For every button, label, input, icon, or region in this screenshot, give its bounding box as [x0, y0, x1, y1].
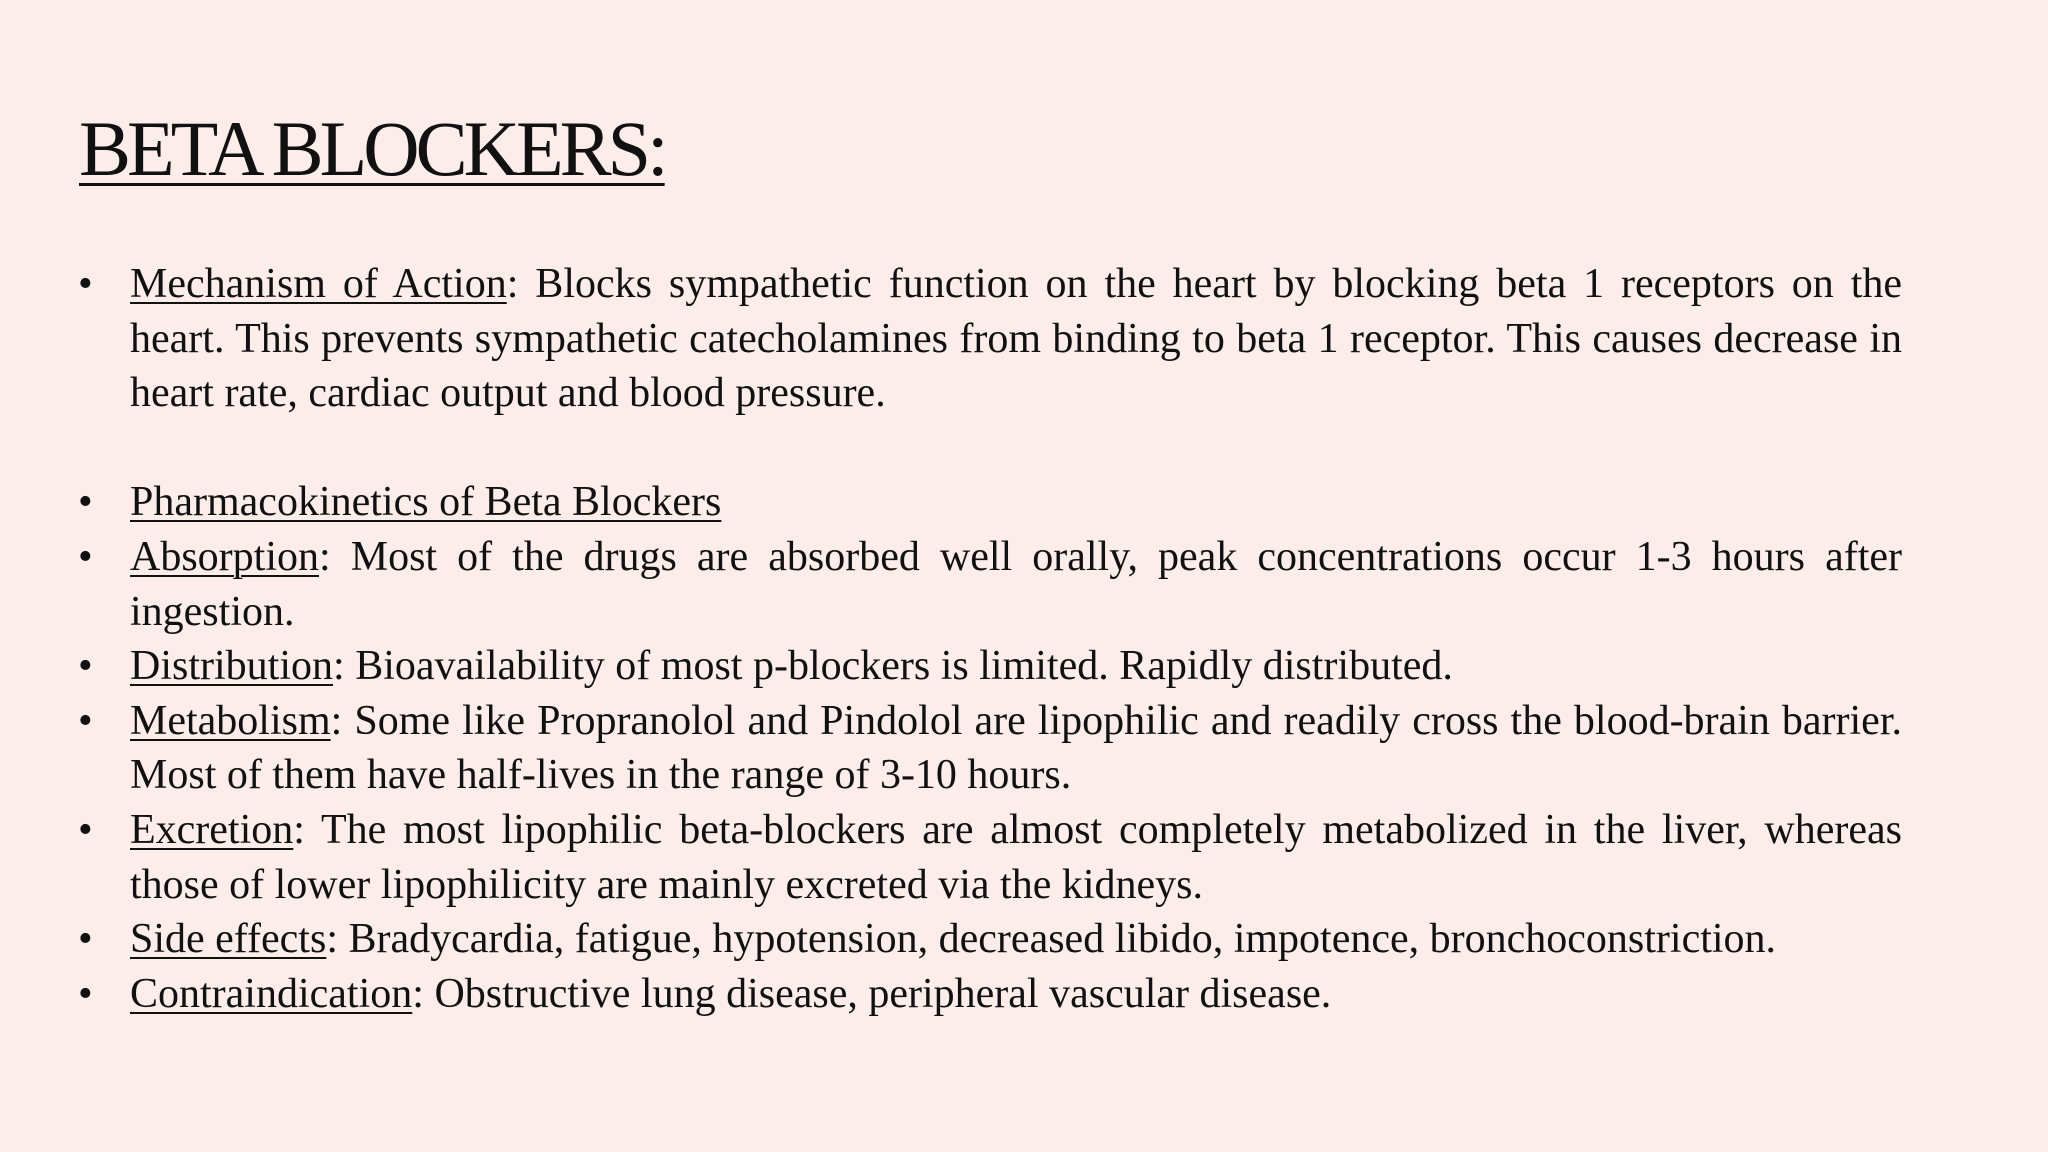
bullet-icon: •: [78, 916, 93, 963]
spacer: [78, 421, 1902, 476]
item-label: Pharmacokinetics of Beta Blockers: [130, 479, 722, 526]
item-separator: :: [293, 806, 305, 853]
item-label: Side effects: [130, 916, 327, 963]
item-text: Blocks sympathetic function on the heart by blocking beta 1 receptors on the heart. This prevents sympathetic catecholamines from binding to beta 1 receptor. This causes decrease in heart rate, cardiac output and blood pressure.: [130, 261, 1903, 417]
item-label: Absorption: [130, 533, 319, 580]
list-item-contraindication: [78, 967, 1902, 1022]
list-item-mechanism-of-action: [78, 257, 1902, 421]
item-text: Bioavailability of most p-blockers is limited. Rapidly distributed.: [344, 643, 1453, 690]
bullet-icon: •: [78, 697, 93, 744]
slide-title: BETA BLOCKERS:: [79, 105, 665, 192]
bullet-icon: •: [78, 970, 93, 1017]
bullet-icon: •: [78, 533, 93, 580]
bullet-icon: •: [78, 479, 93, 526]
list-item-absorption: [78, 530, 1902, 639]
bullet-icon: •: [78, 806, 93, 853]
list-item-side-effects: [78, 912, 1902, 967]
bullet-icon: •: [78, 643, 93, 690]
item-label: Distribution: [130, 643, 334, 690]
item-label: Mechanism of Action: [130, 261, 507, 307]
list-item-pharmacokinetics: [78, 475, 1902, 530]
item-label: Excretion: [130, 806, 294, 853]
bullet-list: [78, 257, 1902, 1021]
item-text: Some like Propranolol and Pindolol are lipophilic and readily cross the blood-brain barrier. Most of them have half-lives in the range of 3-10 hours.: [130, 697, 1902, 799]
bullet-icon: •: [78, 261, 93, 307]
item-text: Bradycardia, fatigue, hypotension, decreased libido, impotence, bronchoconstriction.: [338, 916, 1777, 963]
list-item-excretion: [78, 803, 1902, 912]
item-label: Contraindication: [130, 970, 413, 1017]
item-text: Obstructive lung disease, peripheral vascular disease.: [423, 970, 1332, 1017]
item-separator: :: [333, 643, 345, 690]
item-separator: :: [506, 261, 519, 307]
list-item-distribution: [78, 639, 1902, 694]
item-separator: :: [330, 697, 343, 744]
item-label: Metabolism: [130, 697, 331, 744]
list-item-metabolism: [78, 694, 1902, 803]
item-text: The most lipophilic beta-blockers are almost completely metabolized in the liver, whereas those of lower lipophilicity are mainly excreted via the kidneys.: [130, 806, 1902, 908]
item-text: Most of the drugs are absorbed well orally, peak concentrations occur 1-3 hours after ingestion.: [130, 533, 1902, 635]
item-separator: :: [319, 533, 331, 580]
item-separator: :: [326, 916, 338, 963]
item-separator: :: [412, 970, 424, 1017]
